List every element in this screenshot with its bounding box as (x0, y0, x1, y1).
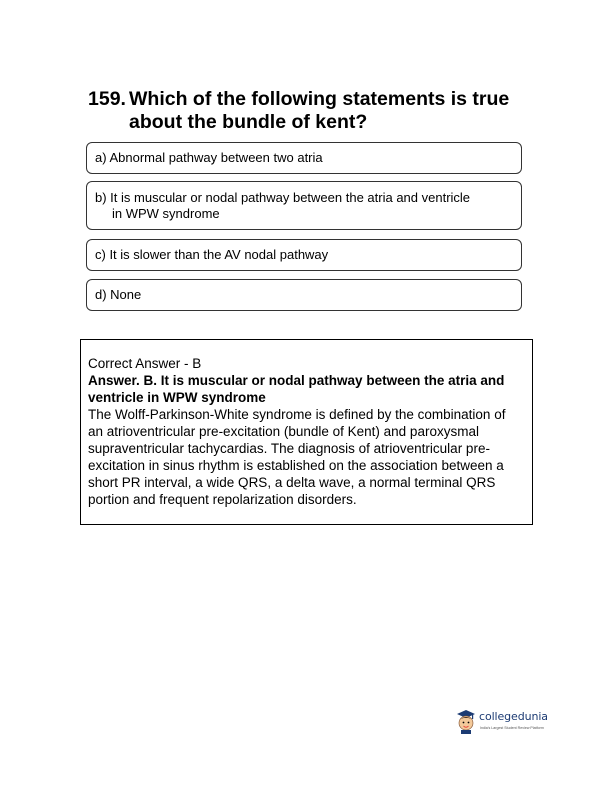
question-heading (88, 88, 538, 134)
mascot-icon (455, 708, 477, 734)
option-c[interactable] (86, 239, 522, 271)
option-b-label-line2: in WPW syndrome (112, 206, 220, 221)
answer-explanation: The Wolff-Parkinson-White syndrome is defined by the combination of an atrioventricular pre-excitation (bundle of Kent) and paroxysmal supraventricular tachycardias. The diagnosis of atrioventricular pre-excitation in sinus rhythm is established on the association between a short PR interval, a wide QRS, a delta wave, a normal terminal QRS portion and frequent repolarization disorders. (88, 407, 506, 507)
option-a[interactable] (86, 142, 522, 174)
option-b[interactable] (86, 181, 522, 230)
collegedunia-logo (455, 706, 575, 740)
question-text: Which of the following statements is true about the bundle of kent? (129, 88, 510, 133)
option-a-label: a) Abnormal pathway between two atria (95, 150, 323, 165)
option-d[interactable] (86, 279, 522, 311)
answer-heading: Answer. B. It is muscular or nodal pathway between the atria and ventricle in WPW syndrome (88, 373, 505, 405)
option-c-label: c) It is slower than the AV nodal pathway (95, 247, 329, 262)
option-b-label-line1: b) It is muscular or nodal pathway between the atria and ventricle (95, 190, 471, 205)
logo-brand: collegedunia (479, 710, 548, 723)
option-d-label: d) None (95, 287, 142, 302)
logo-tagline: India's Largest Student Review Platform (480, 726, 544, 730)
answer-box (80, 339, 533, 525)
question-number: 159. (88, 88, 126, 110)
correct-answer: Correct Answer - B (88, 356, 202, 371)
